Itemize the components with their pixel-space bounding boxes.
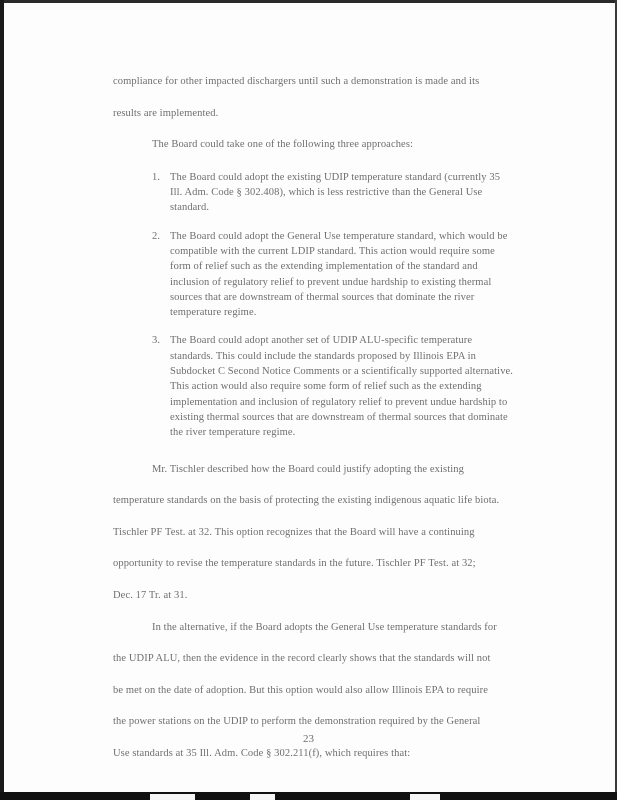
document-body bbox=[113, 66, 545, 769]
body-line: be met on the date of adoption. But this option would also allow Illinois EPA to require bbox=[113, 684, 488, 696]
body-line: In the alternative, if the Board adopts the General Use temperature standards for bbox=[152, 621, 497, 633]
options-list bbox=[113, 170, 545, 441]
body-line: temperature standards on the basis of protecting the existing indigenous aquatic life biota. bbox=[113, 495, 500, 507]
scan-edge-gap bbox=[250, 794, 275, 800]
scan-edge-left bbox=[0, 0, 4, 800]
body-line: Dec. 17 Tr. at 31. bbox=[113, 589, 188, 601]
list-item bbox=[113, 170, 514, 216]
list-item-text: The Board could adopt the existing UDIP temperature standard (currently 35 Ill. Adm. Code § 302.408), which is less restrictive than the General Use standard. bbox=[170, 171, 501, 214]
list-item bbox=[113, 229, 514, 321]
list-item-text: The Board could adopt another set of UDIP ALU-specific temperature standards. This could include the standards proposed by Illinois EPA in Subdocket C Second Notice Comments or a scientifically supported alternative. This action would also require some form of relief such as the extending implementation and inclusion of regulatory relief to prevent undue hardship to existing thermal sources that are downstream of thermal sources that dominate the river temperature regime. bbox=[170, 335, 514, 439]
list-item-number: 2. bbox=[152, 230, 161, 242]
page-number: 23 bbox=[303, 733, 314, 745]
scan-edge-gap bbox=[410, 794, 440, 800]
list-item bbox=[113, 333, 514, 440]
list-intro: The Board could take one of the following three approaches: bbox=[152, 139, 414, 151]
body-line: compliance for other impacted dischargers until such a demonstration is made and its bbox=[113, 76, 480, 87]
body-line: Use standards at 35 Ill. Adm. Code § 302.211(f), which requires that: bbox=[113, 747, 411, 759]
body-line: opportunity to revise the temperature standards in the future. Tischler PF Test. at 32; bbox=[113, 558, 476, 570]
body-line: the power stations on the UDIP to perform the demonstration required by the General bbox=[113, 716, 481, 728]
scan-edge-gap bbox=[150, 794, 195, 800]
scan-edge-top bbox=[0, 0, 617, 3]
body-line: Tischler PF Test. at 32. This option recognizes that the Board will have a continuing bbox=[113, 526, 475, 538]
list-item-text: The Board could adopt the General Use temperature standard, which would be compatible with the current LDIP standard. This action would require some form of relief such as the extending implementation of the standard and inclusion of regulatory relief to prevent undue hardship to existing thermal sources that are downstream of thermal sources that dominate the river temperature regime. bbox=[170, 230, 508, 319]
body-line: Mr. Tischler described how the Board could justify adopting the existing bbox=[152, 463, 464, 475]
body-line: the UDIP ALU, then the evidence in the record clearly shows that the standards will not bbox=[113, 653, 491, 665]
body-line: results are implemented. bbox=[113, 107, 219, 119]
scan-edge-bottom bbox=[0, 792, 617, 800]
list-item-number: 1. bbox=[152, 171, 161, 183]
list-item-number: 3. bbox=[152, 335, 161, 347]
